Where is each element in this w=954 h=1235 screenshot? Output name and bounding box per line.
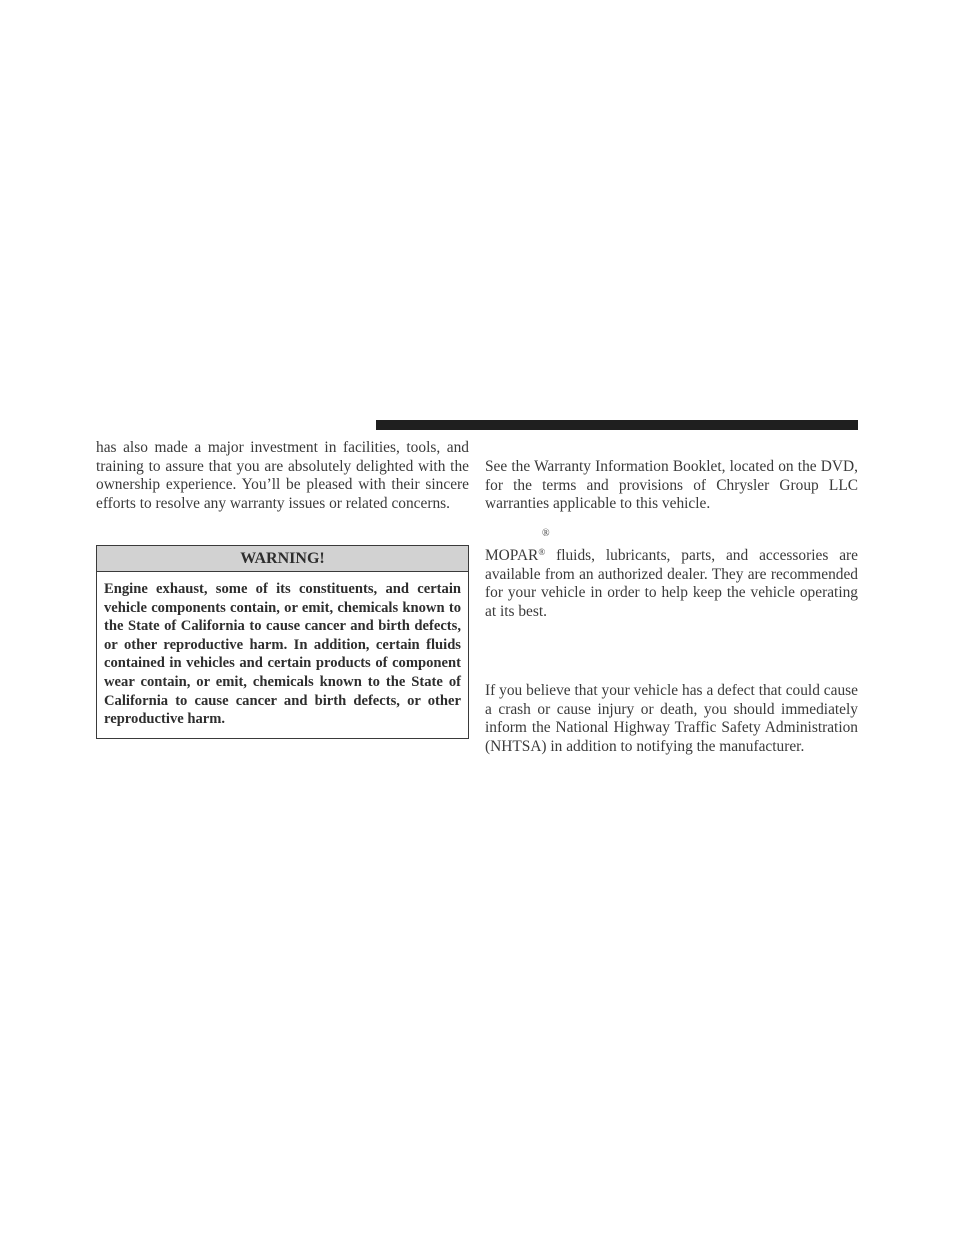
mopar-brand: MOPAR [485, 547, 539, 564]
warranty-paragraph: See the Warranty Information Booklet, located on the DVD, for the terms and provisions of Chrysler Group LLC warranties applicable to this vehicle. [485, 458, 858, 513]
warning-body: Engine exhaust, some of its constituents, and certain vehicle components contain, or emit, chemicals known to the State of California to cause cancer and birth defects, or other reproductive harm. In addition, certain fluids contained in vehicles and certain products of component wear contain, or emit, chemicals known to the State of California to cause cancer and birth defects, or other reproductive harm. [104, 581, 461, 728]
mopar-text: fluids, lubricants, parts, and accessories are available from an authorized dealer. They are recommended for your vehicle in order to help keep the vehicle operating at its best. [485, 547, 858, 621]
warning-title: WARNING! [97, 546, 468, 572]
warning-box [96, 545, 469, 739]
registered-mark: ® [542, 528, 550, 539]
left-paragraph: has also made a major investment in facilities, tools, and training to assure that you are absolutely delighted with the ownership experience. You’ll be pleased with their sincere efforts to resolve any warranty issues or related concerns. [96, 439, 469, 513]
defect-paragraph: If you believe that your vehicle has a defect that could cause a crash or cause injury or death, you should immediately inform the National Highway Traffic Safety Administration (NHTSA) in addition to notifying the manufacturer. [485, 682, 858, 756]
mopar-registered-mark: ® [538, 547, 546, 557]
section-header-bar [376, 420, 858, 430]
mopar-paragraph [485, 547, 858, 622]
